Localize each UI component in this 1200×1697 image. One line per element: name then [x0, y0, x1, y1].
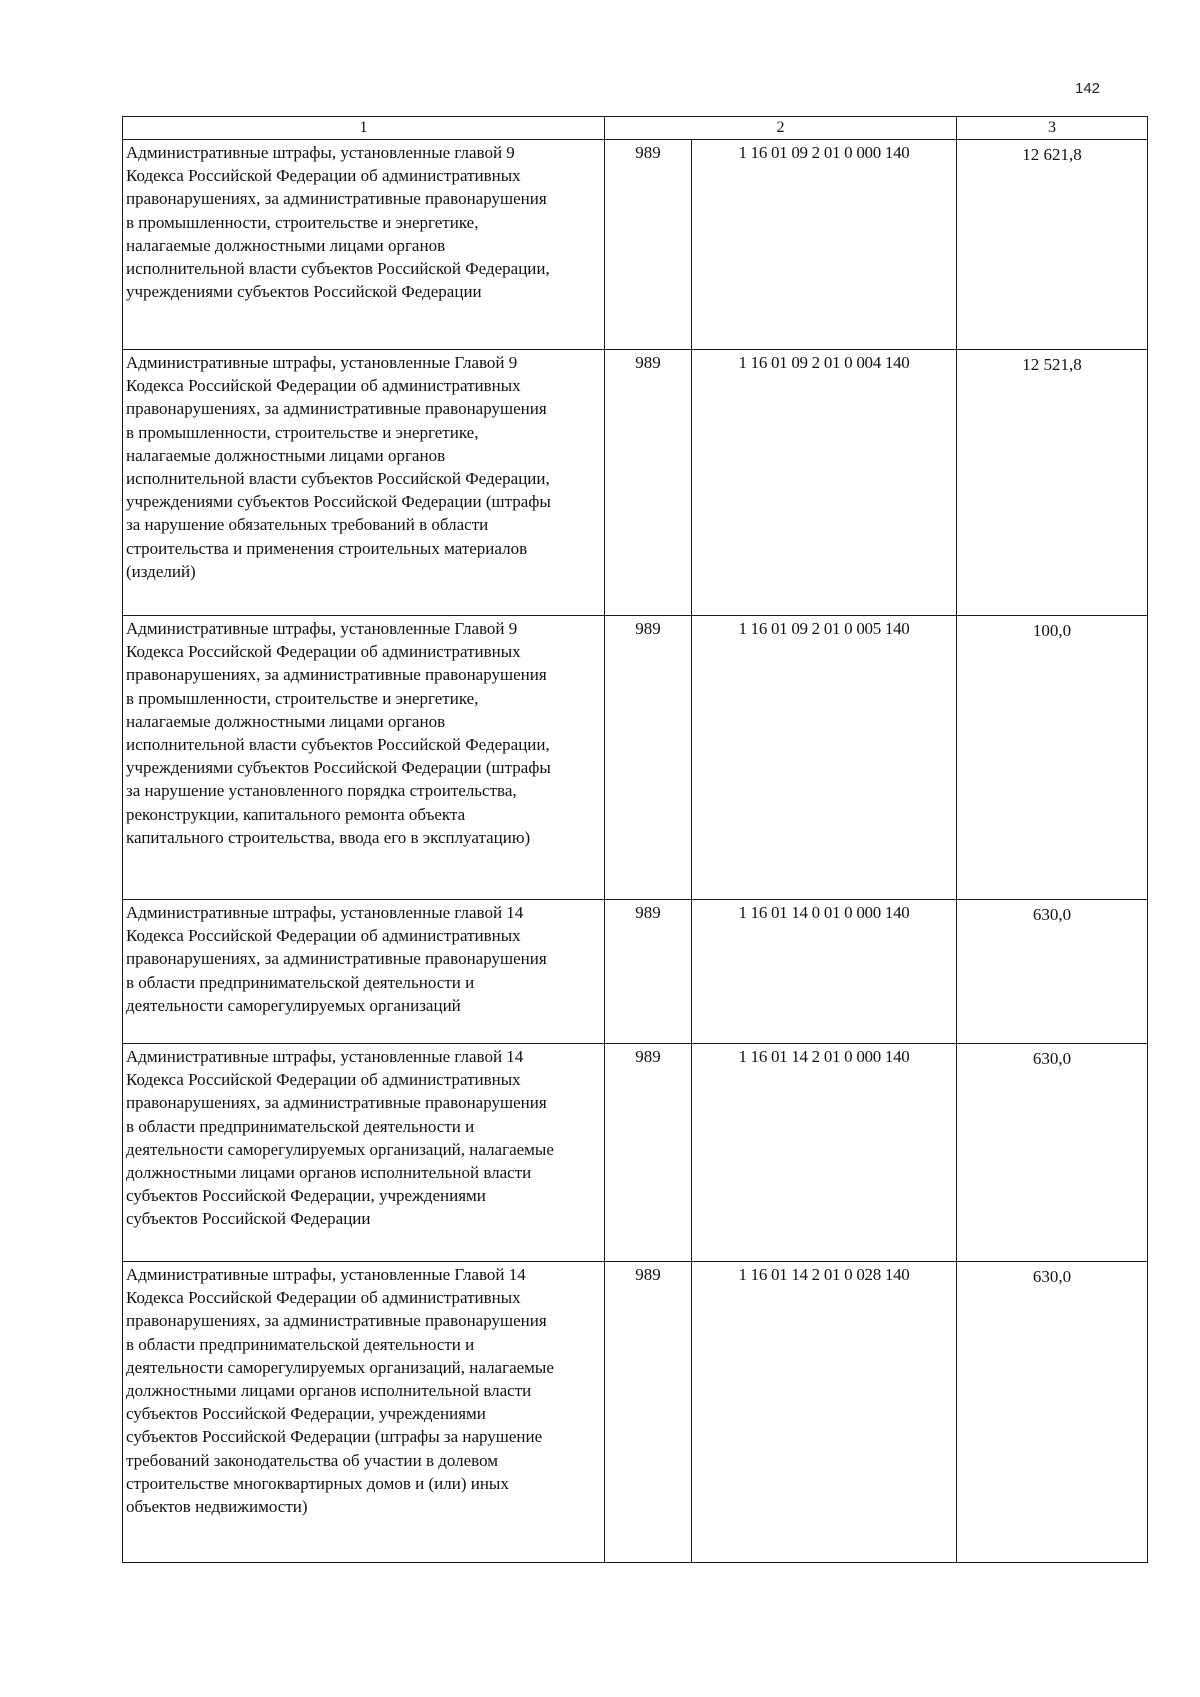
- description-line: в области предпринимательской деятельности и: [126, 972, 475, 992]
- description-line: налагаемые должностными лицами органов: [126, 445, 446, 465]
- table-header-row: [123, 117, 1148, 140]
- description-line: правонарушениях, за административные правонарушения: [126, 1311, 547, 1331]
- description-line: правонарушениях, за административные правонарушения: [126, 1093, 547, 1113]
- budget-code-text: 1 16 01 09 2 01 0 000 140: [738, 143, 910, 162]
- row-admin-code: 989: [605, 140, 692, 350]
- budget-code-text: 1 16 01 14 2 01 0 028 140: [738, 1265, 910, 1284]
- description-line: объектов недвижимости): [126, 1497, 308, 1517]
- row-budget-code: [692, 1262, 957, 1563]
- description-line: строительства и применения строительных материалов: [126, 538, 528, 558]
- column-header-description: 1: [123, 117, 605, 140]
- row-description: [123, 900, 605, 1044]
- budget-code-text: 1 16 01 09 2 01 0 004 140: [738, 353, 910, 372]
- row-admin-code: 989: [605, 1262, 692, 1563]
- row-admin-code: 989: [605, 900, 692, 1044]
- table-row: [123, 1262, 1148, 1563]
- row-budget-code: [692, 900, 957, 1044]
- description-line: исполнительной власти субъектов Российской Федерации,: [126, 469, 550, 489]
- description-line: Административные штрафы, установленные Главой 9: [126, 619, 518, 638]
- description-line: в промышленности, строительстве и энергетике,: [126, 688, 479, 708]
- description-line: требований законодательства об участии в долевом: [126, 1450, 499, 1470]
- description-line: за нарушение установленного порядка строительства,: [126, 781, 517, 801]
- row-description: [123, 140, 605, 350]
- row-budget-code: [692, 350, 957, 616]
- description-line: в промышленности, строительстве и энергетике,: [126, 212, 479, 232]
- table-row: [123, 350, 1148, 616]
- description-line: реконструкции, капитального ремонта объекта: [126, 804, 466, 824]
- row-budget-code: [692, 140, 957, 350]
- description-line: деятельности саморегулируемых организаций: [126, 995, 461, 1015]
- row-budget-code: [692, 1044, 957, 1262]
- description-line: Кодекса Российской Федерации об административных: [126, 926, 521, 946]
- description-line: субъектов Российской Федерации: [126, 1209, 371, 1229]
- description-line: субъектов Российской Федерации, учреждениями: [126, 1186, 486, 1206]
- description-line: в промышленности, строительстве и энергетике,: [126, 422, 479, 442]
- row-admin-code: 989: [605, 1044, 692, 1262]
- description-line: Административные штрафы, установленные Главой 14: [126, 1265, 526, 1284]
- budget-code-text: 1 16 01 14 2 01 0 000 140: [738, 1047, 910, 1066]
- description-line: налагаемые должностными лицами органов: [126, 235, 446, 255]
- page-number: 142: [1075, 80, 1101, 97]
- description-line: учреждениями субъектов Российской Федерации (штрафы: [126, 492, 551, 512]
- description-line: за нарушение обязательных требований в области: [126, 515, 489, 535]
- description-line: должностными лицами органов исполнительной власти: [126, 1163, 532, 1183]
- description-line: Кодекса Российской Федерации об административных: [126, 1288, 521, 1308]
- description-line: учреждениями субъектов Российской Федерации: [126, 282, 482, 302]
- column-header-code: 2: [605, 117, 957, 140]
- row-sum: 12 621,8: [957, 140, 1148, 350]
- description-line: Административные штрафы, установленные главой 14: [126, 903, 524, 922]
- row-description: [123, 1262, 605, 1563]
- revenue-table: [122, 116, 1148, 1563]
- description-line: в области предпринимательской деятельности и: [126, 1116, 475, 1136]
- budget-code-text: 1 16 01 14 0 01 0 000 140: [738, 903, 910, 922]
- row-description: [123, 616, 605, 900]
- description-line: Кодекса Российской Федерации об административных: [126, 166, 521, 186]
- description-line: правонарушениях, за административные правонарушения: [126, 949, 547, 969]
- description-line: строительстве многоквартирных домов и (или) иных: [126, 1473, 509, 1493]
- description-line: учреждениями субъектов Российской Федерации (штрафы: [126, 758, 551, 778]
- description-line: Кодекса Российской Федерации об административных: [126, 642, 521, 662]
- row-sum: 630,0: [957, 1262, 1148, 1563]
- row-admin-code: 989: [605, 616, 692, 900]
- description-line: правонарушениях, за административные правонарушения: [126, 189, 547, 209]
- description-line: Кодекса Российской Федерации об административных: [126, 376, 521, 396]
- description-line: в области предпринимательской деятельности и: [126, 1334, 475, 1354]
- description-line: правонарушениях, за административные правонарушения: [126, 665, 547, 685]
- budget-code-text: 1 16 01 09 2 01 0 005 140: [738, 619, 910, 638]
- description-line: Административные штрафы, установленные Главой 9: [126, 353, 518, 372]
- description-line: правонарушениях, за административные правонарушения: [126, 399, 547, 419]
- row-description: [123, 1044, 605, 1262]
- description-line: должностными лицами органов исполнительной власти: [126, 1381, 532, 1401]
- row-admin-code: 989: [605, 350, 692, 616]
- table-row: [123, 900, 1148, 1044]
- row-sum: 630,0: [957, 1044, 1148, 1262]
- description-line: деятельности саморегулируемых организаций, налагаемые: [126, 1139, 554, 1159]
- description-line: субъектов Российской Федерации, учреждениями: [126, 1404, 486, 1424]
- row-description: [123, 350, 605, 616]
- table-row: [123, 1044, 1148, 1262]
- description-line: деятельности саморегулируемых организаций, налагаемые: [126, 1357, 554, 1377]
- description-line: Кодекса Российской Федерации об административных: [126, 1070, 521, 1090]
- description-line: налагаемые должностными лицами органов: [126, 711, 446, 731]
- description-line: капитального строительства, ввода его в эксплуатацию): [126, 827, 531, 847]
- row-sum: 12 521,8: [957, 350, 1148, 616]
- description-line: (изделий): [126, 561, 196, 581]
- description-line: субъектов Российской Федерации (штрафы за нарушение: [126, 1427, 543, 1447]
- row-sum: 100,0: [957, 616, 1148, 900]
- description-line: Административные штрафы, установленные главой 14: [126, 1047, 524, 1066]
- table-row: [123, 616, 1148, 900]
- description-line: исполнительной власти субъектов Российской Федерации,: [126, 735, 550, 755]
- description-line: Административные штрафы, установленные главой 9: [126, 143, 515, 162]
- description-line: исполнительной власти субъектов Российской Федерации,: [126, 259, 550, 279]
- row-budget-code: [692, 616, 957, 900]
- column-header-sum: 3: [957, 117, 1148, 140]
- row-sum: 630,0: [957, 900, 1148, 1044]
- table-row: [123, 140, 1148, 350]
